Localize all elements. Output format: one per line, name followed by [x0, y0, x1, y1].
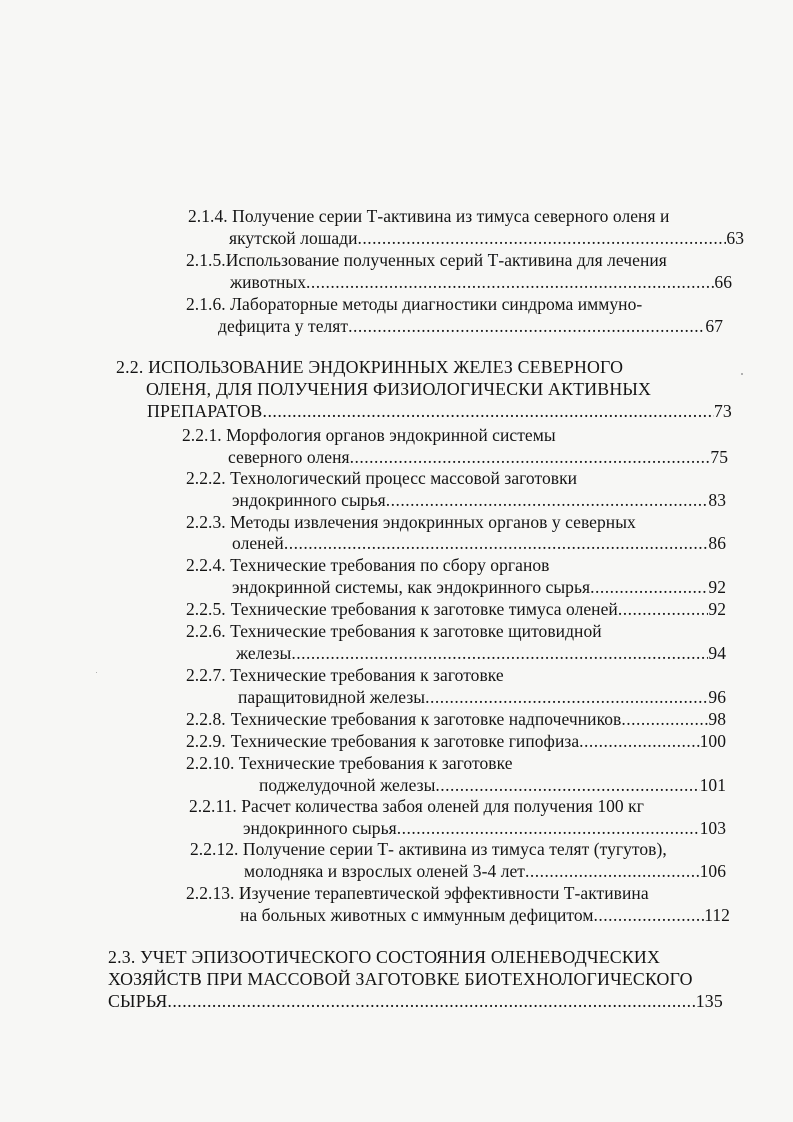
toc-section-2-2-line3: [147, 400, 732, 422]
page-number: 106: [699, 861, 726, 881]
page-number: 83: [708, 490, 726, 510]
entry-title: Технические требования к заготовке: [238, 753, 513, 773]
leader-dots: [618, 598, 709, 620]
toc-entry-2-2-7-line2: [238, 686, 726, 708]
toc-entry-2-1-4-line1: [188, 205, 669, 227]
entry-title-cont: северного оленя: [228, 447, 350, 467]
toc-entry-2-2-5: [186, 598, 726, 620]
toc-entry-2-2-6-line1: [186, 620, 602, 642]
page-number: 67: [705, 316, 723, 336]
entry-number: 2.1.5.: [186, 250, 226, 270]
entry-title: Расчет количества забоя оленей для получения 100 кг: [241, 796, 644, 816]
leader-dots: [621, 708, 708, 730]
page-number: 63: [726, 228, 744, 248]
section-number: 2.3.: [108, 947, 136, 967]
scan-speck: [741, 373, 743, 375]
leader-dots: [358, 227, 727, 249]
entry-title: Технические требования к заготовке щитовидной: [230, 621, 602, 641]
leader-dots: [263, 400, 714, 422]
entry-number: 2.2.4.: [186, 555, 226, 575]
entry-title: Получение серии Т-активина из тимуса северного оленя и: [232, 206, 670, 226]
toc-entry-2-1-6-line1: [186, 293, 642, 315]
toc-entry-2-1-4-line2: [229, 227, 744, 249]
scan-speck: [96, 672, 97, 673]
page-number: 94: [708, 643, 726, 663]
entry-number: 2.2.3.: [186, 512, 226, 532]
entry-number: 2.1.6.: [186, 294, 226, 314]
leader-dots: [386, 489, 709, 511]
entry-number: 2.2.12.: [190, 839, 239, 859]
leader-dots: [425, 686, 708, 708]
entry-title-cont: эндокринного сырья: [243, 818, 397, 838]
entry-number: 2.2.11.: [189, 796, 237, 816]
leader-dots: [306, 271, 714, 293]
page-number: 100: [699, 731, 726, 751]
toc-entry-2-2-4-line2: [232, 576, 726, 598]
entry-title: Изучение терапевтической эффективности Т-активина: [238, 883, 649, 903]
page-number: 92: [708, 599, 726, 619]
toc-entry-2-2-7-line1: [186, 664, 504, 686]
page-number: 103: [699, 818, 726, 838]
leader-dots: [525, 860, 700, 882]
toc-section-2-3-line3: [108, 990, 723, 1012]
entry-title-cont: животных: [230, 272, 307, 292]
entry-number: 2.2.5.: [186, 599, 226, 619]
section-title: ИСПОЛЬЗОВАНИЕ ЭНДОКРИННЫХ ЖЕЛЕЗ СЕВЕРНОГО: [148, 357, 624, 377]
toc-entry-2-2-13-line1: [186, 882, 649, 904]
toc-entry-2-2-9: [186, 730, 726, 752]
entry-title-cont: якутской лошади: [229, 228, 358, 248]
toc-section-2-2-line2: [146, 378, 651, 400]
leader-dots: [291, 642, 708, 664]
page-number: 75: [710, 447, 728, 467]
toc-entry-2-2-10-line1: [186, 752, 513, 774]
entry-title-cont: паращитовидной железы: [238, 687, 426, 707]
entry-title: Технические требования к заготовке гипофиза: [230, 731, 580, 751]
section-title-cont: СЫРЬЯ: [108, 991, 168, 1011]
page-number: 112: [704, 905, 730, 925]
leader-dots: [167, 990, 695, 1012]
page-number: 86: [708, 533, 726, 553]
page-number: 66: [714, 272, 732, 292]
leader-dots: [397, 817, 700, 839]
toc-entry-2-1-5-line2: [230, 271, 732, 293]
section-title-cont: ПРЕПАРАТОВ: [147, 401, 263, 421]
entry-number: 2.1.4.: [188, 206, 228, 226]
entry-title: Технические требования к заготовке надпочечников: [230, 709, 622, 729]
toc-entry-2-2-2-line1: [186, 467, 577, 489]
toc-entry-2-2-1-line1: [182, 424, 556, 446]
toc-section-2-3-line2: [108, 968, 693, 990]
entry-title: Технические требования к заготовке тимуса оленей: [230, 599, 618, 619]
entry-number: 2.2.10.: [186, 753, 235, 773]
entry-title: Технологический процесс массовой заготовки: [230, 468, 578, 488]
page-number: 96: [708, 687, 726, 707]
entry-title-cont: оленей: [232, 533, 284, 553]
entry-title-cont: эндокринной системы, как эндокринного сырья: [232, 577, 591, 597]
toc-entry-2-1-5-line1: [186, 249, 667, 271]
entry-title: Методы извлечения эндокринных органов у северных: [230, 512, 636, 532]
page-number: 101: [699, 775, 726, 795]
toc-entry-2-2-11-line2: [243, 817, 726, 839]
toc-entry-2-2-6-line2: [236, 642, 726, 664]
toc-section-2-3-line1: [108, 946, 660, 968]
leader-dots: [593, 904, 704, 926]
entry-title: Технические требования по сбору органов: [230, 555, 550, 575]
entry-title: Морфология органов эндокринной системы: [226, 425, 556, 445]
toc-entry-2-2-4-line1: [186, 554, 549, 576]
leader-dots: [284, 532, 709, 554]
entry-title-cont: железы: [236, 643, 292, 663]
entry-number: 2.2.1.: [182, 425, 222, 445]
leader-dots: [350, 446, 711, 468]
entry-title: Получение серии Т- активина из тимуса телят (тугутов),: [242, 839, 667, 859]
entry-title-cont: на больных животных с иммунным дефицитом: [240, 905, 594, 925]
toc-entry-2-2-1-line2: [228, 446, 728, 468]
leader-dots: [590, 576, 708, 598]
section-number: 2.2.: [116, 357, 144, 377]
toc-entry-2-2-3-line2: [232, 532, 726, 554]
page-number: 92: [708, 577, 726, 597]
entry-number: 2.2.9.: [186, 731, 226, 751]
entry-number: 2.2.8.: [186, 709, 226, 729]
leader-dots: [435, 774, 699, 796]
page-number: 135: [695, 991, 723, 1011]
leader-dots: [348, 315, 705, 337]
entry-title-cont: молодняка и взрослых оленей 3-4 лет: [244, 861, 525, 881]
toc-entry-2-2-8: [186, 708, 726, 730]
entry-title: Технические требования к заготовке: [230, 665, 504, 685]
toc-section-2-2-line1: [116, 356, 623, 378]
section-title: УЧЕТ ЭПИЗООТИЧЕСКОГО СОСТОЯНИЯ ОЛЕНЕВОДЧЕСКИХ: [140, 947, 660, 967]
entry-number: 2.2.2.: [186, 468, 226, 488]
toc-entry-2-2-2-line2: [232, 489, 726, 511]
section-title-cont: ХОЗЯЙСТВ ПРИ МАССОВОЙ ЗАГОТОВКЕ БИОТЕХНОЛОГИЧЕСКОГО: [108, 969, 693, 989]
toc-entry-2-2-11-line1: [189, 795, 644, 817]
leader-dots: [579, 730, 699, 752]
page-number: 98: [708, 709, 726, 729]
entry-title-cont: дефицита у телят: [218, 316, 349, 336]
entry-title: Лабораторные методы диагностики синдрома иммуно-: [230, 294, 643, 314]
section-title-cont: ОЛЕНЯ, ДЛЯ ПОЛУЧЕНИЯ ФИЗИОЛОГИЧЕСКИ АКТИВНЫХ: [146, 379, 652, 399]
toc-entry-2-2-12-line1: [190, 838, 667, 860]
entry-number: 2.2.7.: [186, 665, 226, 685]
entry-title-cont: эндокринного сырья: [232, 490, 386, 510]
entry-number: 2.2.13.: [186, 883, 235, 903]
entry-number: 2.2.6.: [186, 621, 226, 641]
entry-title: Использование полученных серий Т-активина для лечения: [225, 250, 667, 270]
toc-entry-2-2-13-line2: [240, 904, 730, 926]
page-number: 73: [713, 401, 732, 421]
toc-entry-2-1-6-line2: [218, 315, 723, 337]
entry-title-cont: поджелудочной железы: [259, 775, 436, 795]
toc-entry-2-2-12-line2: [244, 860, 726, 882]
toc-entry-2-2-10-line2: [259, 774, 726, 796]
toc-entry-2-2-3-line1: [186, 511, 636, 533]
